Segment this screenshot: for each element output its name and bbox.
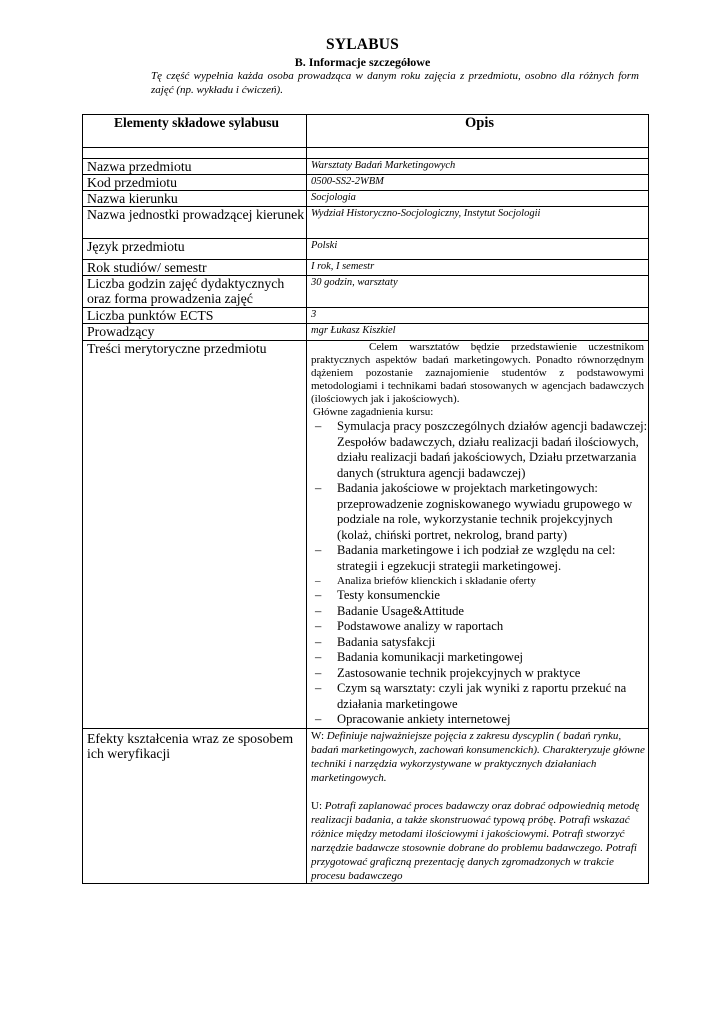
- spacer-row: [83, 148, 649, 159]
- table-row: [83, 324, 649, 341]
- table-row: [83, 276, 649, 308]
- row-label-instructor: Prowadzący: [83, 324, 307, 341]
- row-label-year-semester: Rok studiów/ semestr: [83, 260, 307, 276]
- row-value-instructor: mgr Łukasz Kiszkiel: [307, 324, 649, 341]
- table-row: [83, 308, 649, 324]
- row-label-unit: Nazwa jednostki prowadzącej kierunek: [83, 207, 307, 239]
- list-item: – Podstawowe analizy w raportach: [315, 619, 504, 633]
- table-row-content: [83, 341, 649, 729]
- syllabus-table: [82, 114, 649, 884]
- table-header-row: [83, 115, 649, 148]
- list-item: – Opracowanie ankiety internetowej: [315, 712, 511, 726]
- table-row: [83, 175, 649, 191]
- table-row: [83, 191, 649, 207]
- table-row: [83, 207, 649, 239]
- topics-list: [311, 419, 648, 728]
- list-item: – Zastosowanie technik projekcyjnych w praktyce: [315, 665, 581, 680]
- row-value-field: Socjologia: [307, 191, 649, 207]
- row-label-course-name: Nazwa przedmiotu: [83, 159, 307, 175]
- row-label-content: Treści merytoryczne przedmiotu: [83, 341, 307, 729]
- list-item: – Analiza briefów klienckich i składanie oferty: [315, 575, 536, 587]
- list-item: – Badania komunikacji marketingowej: [315, 650, 524, 664]
- intro-note: Tę część wypełnia każda osoba prowadząca w danym roku zajęcia z przedmiotu, osobno dla różnych form zajęć (np. wykładu i ćwiczeń).: [151, 70, 639, 96]
- list-item: – Badania satysfakcji: [315, 634, 436, 649]
- column-header-description: Opis: [307, 115, 649, 148]
- row-value-hours: 30 godzin, warsztaty: [307, 276, 649, 308]
- row-label-course-code: Kod przedmiotu: [83, 175, 307, 191]
- list-item: – Badania marketingowe i ich podział ze względu na cel: strategii i egzekucji strategii marketingowej.: [315, 543, 616, 573]
- table-row: [83, 260, 649, 276]
- row-value-content: [307, 341, 649, 729]
- effects-skills: U: Potrafi zaplanować proces badawczy oraz dobrać odpowiednią metodę realizacji badania, a także skonstruować typową próbę. Potrafi wskazać różnice między metodami ilościowymi i jakościowymi. Potrafi stworzyć narzędzie badawcze stosownie dobrane do problemu badawczego. Potrafi przygotować graficzną prezentację danych zgromadzonych w trakcie procesu badawczego: [311, 799, 640, 882]
- table-row: [83, 239, 649, 260]
- row-label-effects: Efekty kształcenia wraz ze sposobem ich weryfikacji: [83, 728, 307, 883]
- row-value-course-code: 0500-SS2-2WBM: [307, 175, 649, 191]
- row-value-year-semester: I rok, I semestr: [307, 260, 649, 276]
- topics-heading: Główne zagadnienia kursu:: [313, 406, 434, 418]
- table-row-effects: [83, 728, 649, 883]
- list-item: – Czym są warsztaty: czyli jak wyniki z raportu przekuć na działania marketingowe: [315, 681, 627, 711]
- row-value-ects: 3: [307, 308, 649, 324]
- row-label-ects: Liczba punktów ECTS: [83, 308, 307, 324]
- column-header-elements: Elementy składowe sylabusu: [83, 115, 307, 148]
- page-title: SYLABUS: [326, 36, 399, 53]
- row-label-hours: Liczba godzin zajęć dydaktycznych oraz forma prowadzenia zajęć: [83, 276, 307, 308]
- row-value-language: Polski: [307, 239, 649, 260]
- content-intro: Celem warsztatów będzie przedstawienie uczestnikom praktycznych aspektów badań marketingowych. Ponadto równorzędnym dążeniem pozostanie zaznajomienie studentów z podstawowymi metodologiami i technikami badań stosowanych w agencjach badawczych (ilościowych jak i jakościowych).: [311, 341, 644, 405]
- list-item: – Badania jakościowe w projektach marketingowych: przeprowadzenie zogniskowanego wywiadu grupowego w podziale na role, wykorzystanie technik projekcyjnych (kolaż, chiński portret, nekrolog, brand party): [315, 481, 633, 542]
- list-item: – Testy konsumenckie: [315, 588, 440, 602]
- list-item: – Symulacja pracy poszczególnych działów agencji badawczej: Zespołów badawczych, działu realizacji badań ilościowych, działu realizacji badań jakościowych, Działu przetwarzania danych (struktura agencji badawczej): [315, 419, 648, 480]
- row-label-language: Język przedmiotu: [83, 239, 307, 260]
- table-row: [83, 159, 649, 175]
- section-subtitle: B. Informacje szczegółowe: [294, 55, 431, 69]
- effects-knowledge: W: Definiuje najważniejsze pojęcia z zakresu dyscyplin ( badań rynku, badań marketingowych, zachowań konsumenckich). Charakteryzuje główne techniki i narzędzia wykorzystywane w praktycznych działaniach marketingowych.: [311, 729, 645, 784]
- row-value-unit: Wydział Historyczno-Socjologiczny, Instytut Socjologii: [307, 207, 649, 239]
- row-value-effects: [307, 728, 649, 883]
- row-value-course-name: Warsztaty Badań Marketingowych: [307, 159, 649, 175]
- row-label-field: Nazwa kierunku: [83, 191, 307, 207]
- list-item: – Badanie Usage&Attitude: [315, 603, 464, 618]
